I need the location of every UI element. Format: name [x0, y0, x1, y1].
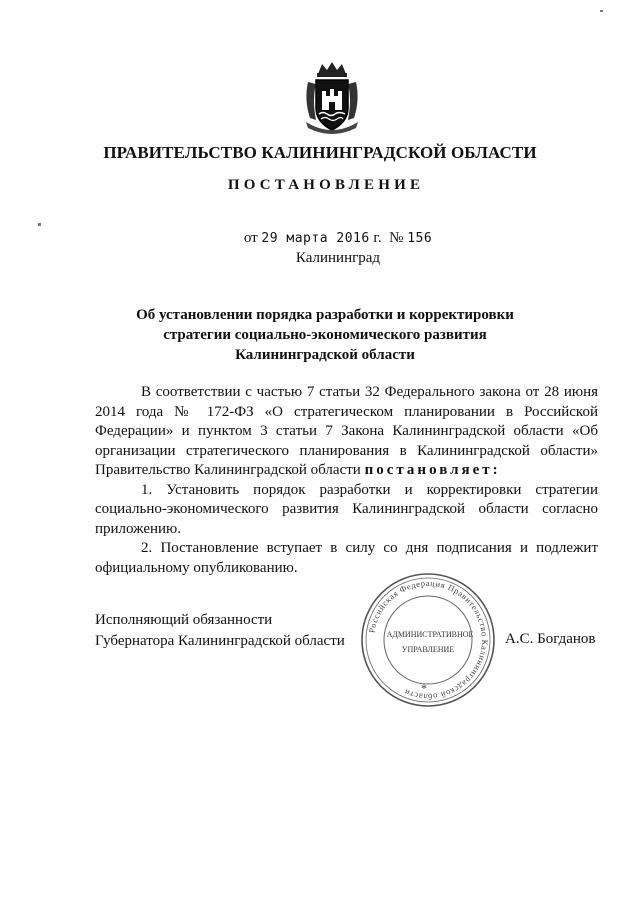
document-subject [0, 305, 640, 365]
scan-mark [600, 10, 603, 12]
date-handwritten: 29 марта 2016 [261, 231, 370, 246]
government-title: ПРАВИТЕЛЬСТВО КАЛИНИНГРАДСКОЙ ОБЛАСТИ [103, 143, 537, 162]
item-paragraph-2: 2. Постановление вступает в силу со дня подписания и подлежит официальному опубликованию. [95, 540, 598, 576]
decree-word: постановляет: [364, 462, 501, 478]
subject-line: Об установлении порядка разработки и корректировки [136, 307, 514, 323]
signer-position-line: Исполняющий обязанности [95, 612, 273, 628]
subject-line: стратегии социально-экономического развития [163, 327, 487, 343]
signer-position-line: Губернатора Калининградской области [95, 633, 345, 649]
official-seal [358, 570, 498, 710]
seal-center-line: АДМИНИСТРАТИВНОЕ [386, 630, 474, 639]
scan-mark [38, 223, 41, 226]
signer-position [95, 610, 345, 652]
signer-name: А.С. Богданов [505, 631, 596, 647]
document-type-title: ПОСТАНОВЛЕНИЕ [227, 177, 425, 193]
subject-line: Калининградской области [235, 347, 415, 363]
date-prefix: от [243, 230, 258, 246]
date-suffix: г. [373, 230, 382, 246]
seal-ring-text: Российская Федерация Правительство Калининградской области [366, 577, 491, 703]
seal-center-line: УПРАВЛЕНИЕ [401, 645, 455, 654]
date-number-line [0, 230, 640, 247]
seal-star: * [421, 681, 427, 695]
item-paragraph-1: 1. Установить порядок разработки и корректировки стратегии социально-экономического развития Калининградской области согласно приложению. [95, 481, 598, 537]
preamble-paragraph [95, 383, 598, 481]
city-name: Калининград [295, 250, 381, 266]
coat-of-arms-emblem [300, 60, 364, 136]
number-label: № [389, 230, 404, 246]
preamble-text: В соответствии с частью 7 статьи 32 Федерального закона от 28 июня 2014 года № 172-ФЗ «О стратегическом планировании в Российской Федерации» и пунктом 3 статьи 7 Закона Калининградской области «Об организации стратегического планирования в Калининградской области» Правительство Калининградской области [95, 384, 598, 478]
document-number: 156 [407, 231, 433, 246]
document-body [95, 383, 598, 578]
